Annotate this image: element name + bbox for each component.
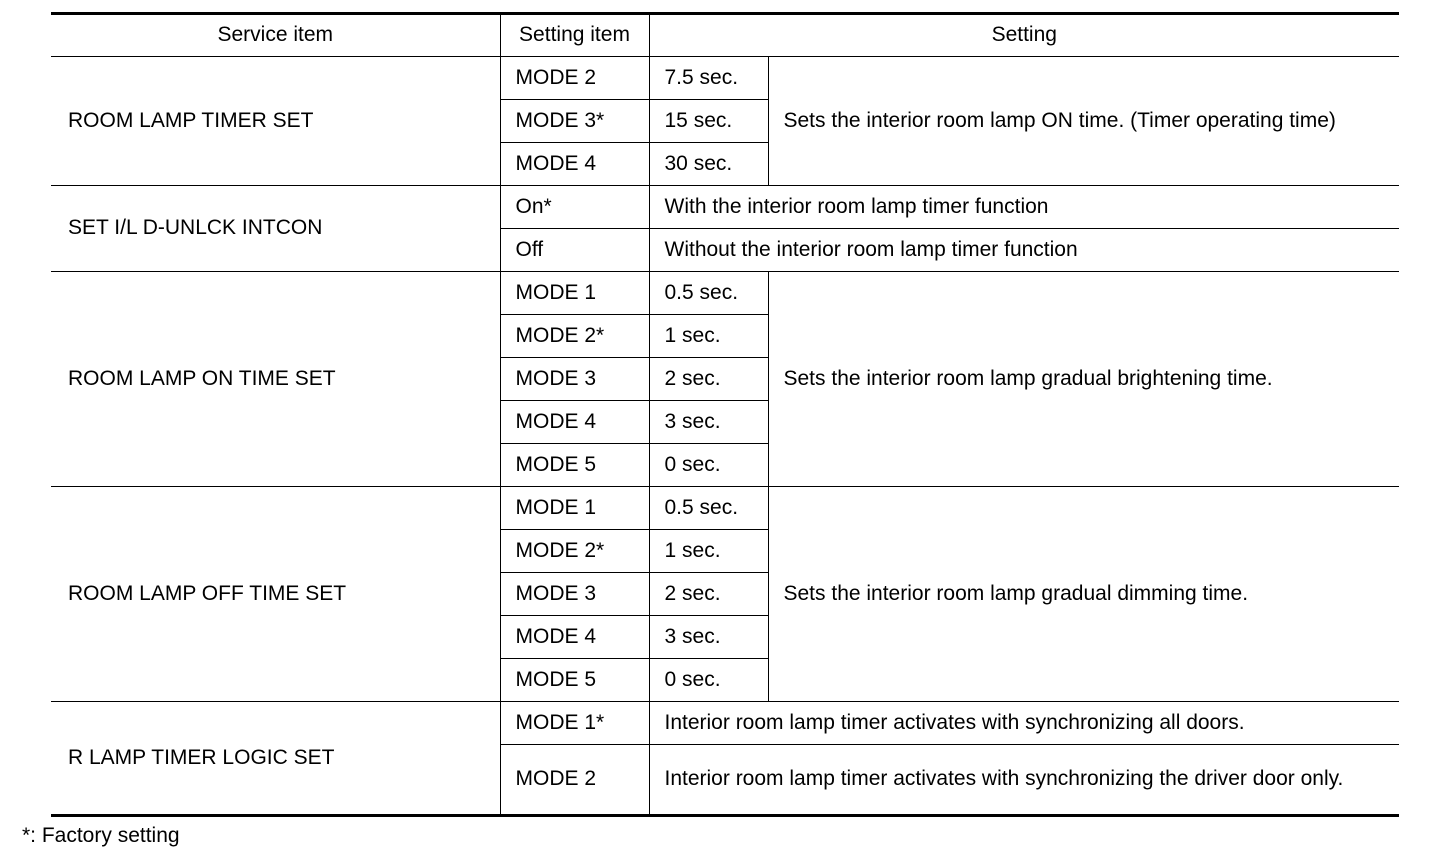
footnote-factory-setting: *: Factory setting (22, 824, 180, 847)
setting-description: Without the interior room lamp timer function (649, 229, 1399, 272)
setting-value-cell: 7.5 sec. (649, 57, 768, 100)
header-service-item: Service item (51, 14, 500, 57)
setting-value-cell: 15 sec. (649, 100, 768, 143)
table-row (51, 57, 1399, 100)
service-set-il-d-unlck-intcon: SET I/L D-UNLCK INTCON (51, 186, 500, 272)
setting-item-cell: MODE 2* (500, 530, 649, 573)
setting-item-cell: MODE 1 (500, 487, 649, 530)
setting-item-cell: MODE 4 (500, 143, 649, 186)
setting-description: With the interior room lamp timer function (649, 186, 1399, 229)
setting-item-cell: MODE 4 (500, 401, 649, 444)
setting-item-cell: Off (500, 229, 649, 272)
service-room-lamp-timer-set: ROOM LAMP TIMER SET (51, 57, 500, 186)
setting-item-cell: MODE 5 (500, 659, 649, 702)
setting-value-cell: 0.5 sec. (649, 487, 768, 530)
setting-item-cell: MODE 3 (500, 358, 649, 401)
setting-value-cell: 2 sec. (649, 358, 768, 401)
setting-value-cell: 0 sec. (649, 659, 768, 702)
table-row (51, 702, 1399, 745)
setting-value-cell: 1 sec. (649, 315, 768, 358)
table-row (51, 186, 1399, 229)
setting-description: Sets the interior room lamp ON time. (Timer operating time) (768, 57, 1399, 186)
table-header-row (51, 14, 1399, 57)
service-settings-table (51, 12, 1399, 817)
service-room-lamp-on-time-set: ROOM LAMP ON TIME SET (51, 272, 500, 487)
setting-item-cell: MODE 2* (500, 315, 649, 358)
service-r-lamp-timer-logic-set: R LAMP TIMER LOGIC SET (51, 702, 500, 816)
setting-item-cell: MODE 3* (500, 100, 649, 143)
setting-value-cell: 3 sec. (649, 401, 768, 444)
setting-description: Sets the interior room lamp gradual brightening time. (768, 272, 1399, 487)
setting-description: Sets the interior room lamp gradual dimming time. (768, 487, 1399, 702)
service-room-lamp-off-time-set: ROOM LAMP OFF TIME SET (51, 487, 500, 702)
setting-item-cell: MODE 1 (500, 272, 649, 315)
header-setting: Setting (649, 14, 1399, 57)
setting-value-cell: 0 sec. (649, 444, 768, 487)
setting-item-cell: MODE 2 (500, 57, 649, 100)
setting-value-cell: 1 sec. (649, 530, 768, 573)
setting-description: Interior room lamp timer activates with synchronizing the driver door only. (649, 745, 1399, 816)
setting-item-cell: On* (500, 186, 649, 229)
setting-description: Interior room lamp timer activates with synchronizing all doors. (649, 702, 1399, 745)
setting-item-cell: MODE 3 (500, 573, 649, 616)
table-row (51, 487, 1399, 530)
setting-item-cell: MODE 2 (500, 745, 649, 816)
setting-item-cell: MODE 5 (500, 444, 649, 487)
setting-value-cell: 2 sec. (649, 573, 768, 616)
setting-value-cell: 30 sec. (649, 143, 768, 186)
table-row (51, 272, 1399, 315)
header-setting-item: Setting item (500, 14, 649, 57)
setting-value-cell: 0.5 sec. (649, 272, 768, 315)
setting-item-cell: MODE 4 (500, 616, 649, 659)
setting-item-cell: MODE 1* (500, 702, 649, 745)
setting-value-cell: 3 sec. (649, 616, 768, 659)
